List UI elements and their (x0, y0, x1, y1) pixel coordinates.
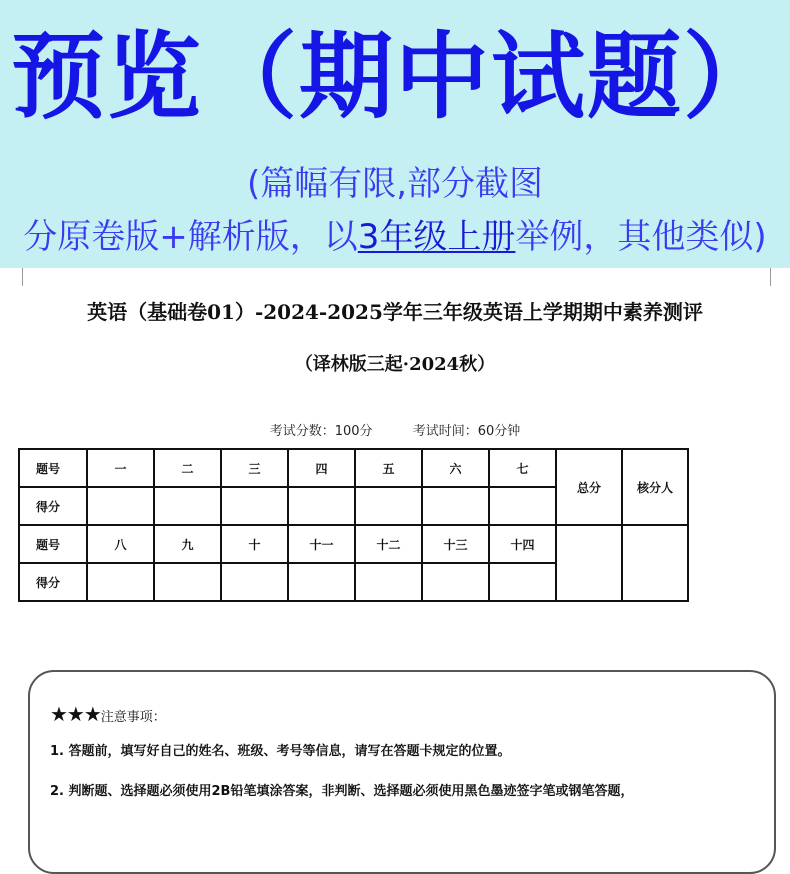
score-cell (489, 487, 556, 525)
question-number: 二 (154, 449, 221, 487)
notice-item-1: 1. 答题前，填写好自己的姓名、班级、考号等信息，请写在答题卡规定的位置。 (50, 744, 511, 759)
score-cell (221, 487, 288, 525)
reviewer-label: 核分人 (622, 449, 688, 525)
exam-info (0, 420, 790, 439)
total-score-label: 总分 (556, 449, 622, 525)
score-cell (288, 563, 355, 601)
table-row (19, 449, 688, 487)
row-label: 题号 (19, 525, 87, 563)
crop-mark-left (22, 268, 23, 286)
row-label: 得分 (19, 563, 87, 601)
question-number: 八 (87, 525, 154, 563)
notice-heading (50, 702, 166, 726)
banner-subtitle-2-post: 举例，其他类似) (515, 217, 767, 257)
stars-icon: ★★★ (50, 702, 101, 726)
question-number: 六 (422, 449, 489, 487)
question-number: 五 (355, 449, 422, 487)
table-row (19, 525, 688, 563)
score-cell (355, 487, 422, 525)
banner-title: 预览（期中试题） (10, 23, 779, 132)
crop-mark-right (770, 268, 771, 286)
score-cell (221, 563, 288, 601)
question-number: 四 (288, 449, 355, 487)
score-cell (355, 563, 422, 601)
score-cell (288, 487, 355, 525)
score-cell (422, 487, 489, 525)
reviewer-cell (622, 525, 688, 601)
banner-subtitle-2 (0, 214, 790, 260)
notice-heading-text: 注意事项： (100, 710, 166, 725)
score-cell (154, 487, 221, 525)
row-label: 得分 (19, 487, 87, 525)
question-number: 十一 (288, 525, 355, 563)
document-title: 英语（基础卷01）-2024-2025学年三年级英语上学期期中素养测评 (87, 300, 703, 324)
question-number: 三 (221, 449, 288, 487)
exam-document (0, 268, 790, 799)
document-subtitle: （译林版三起·2024秋） (294, 354, 496, 375)
exam-time: 考试时间：60分钟 (412, 424, 521, 439)
row-label: 题号 (19, 449, 87, 487)
notice-box (28, 670, 776, 874)
total-score-cell (556, 525, 622, 601)
question-number: 七 (489, 449, 556, 487)
question-number: 九 (154, 525, 221, 563)
score-cell (87, 487, 154, 525)
question-number: 十四 (489, 525, 556, 563)
score-cell (154, 563, 221, 601)
question-number: 一 (87, 449, 154, 487)
banner-subtitle-2-pre: 分原卷版+解析版，以 (23, 217, 358, 257)
exam-score: 考试分数：100分 (269, 424, 373, 439)
score-cell (87, 563, 154, 601)
score-cell (489, 563, 556, 601)
score-table (18, 448, 689, 602)
question-number: 十二 (355, 525, 422, 563)
question-number: 十三 (422, 525, 489, 563)
grade-highlight-link[interactable]: 3年级上册 (357, 217, 516, 257)
banner-subtitle-1: (篇幅有限,部分截图 (246, 164, 544, 204)
preview-banner (0, 0, 790, 268)
score-cell (422, 563, 489, 601)
notice-item-2: 2. 判断题、选择题必须使用2B铅笔填涂答案，非判断、选择题必须使用黑色墨迹签字笔或钢笔答题， (50, 784, 634, 799)
question-number: 十 (221, 525, 288, 563)
